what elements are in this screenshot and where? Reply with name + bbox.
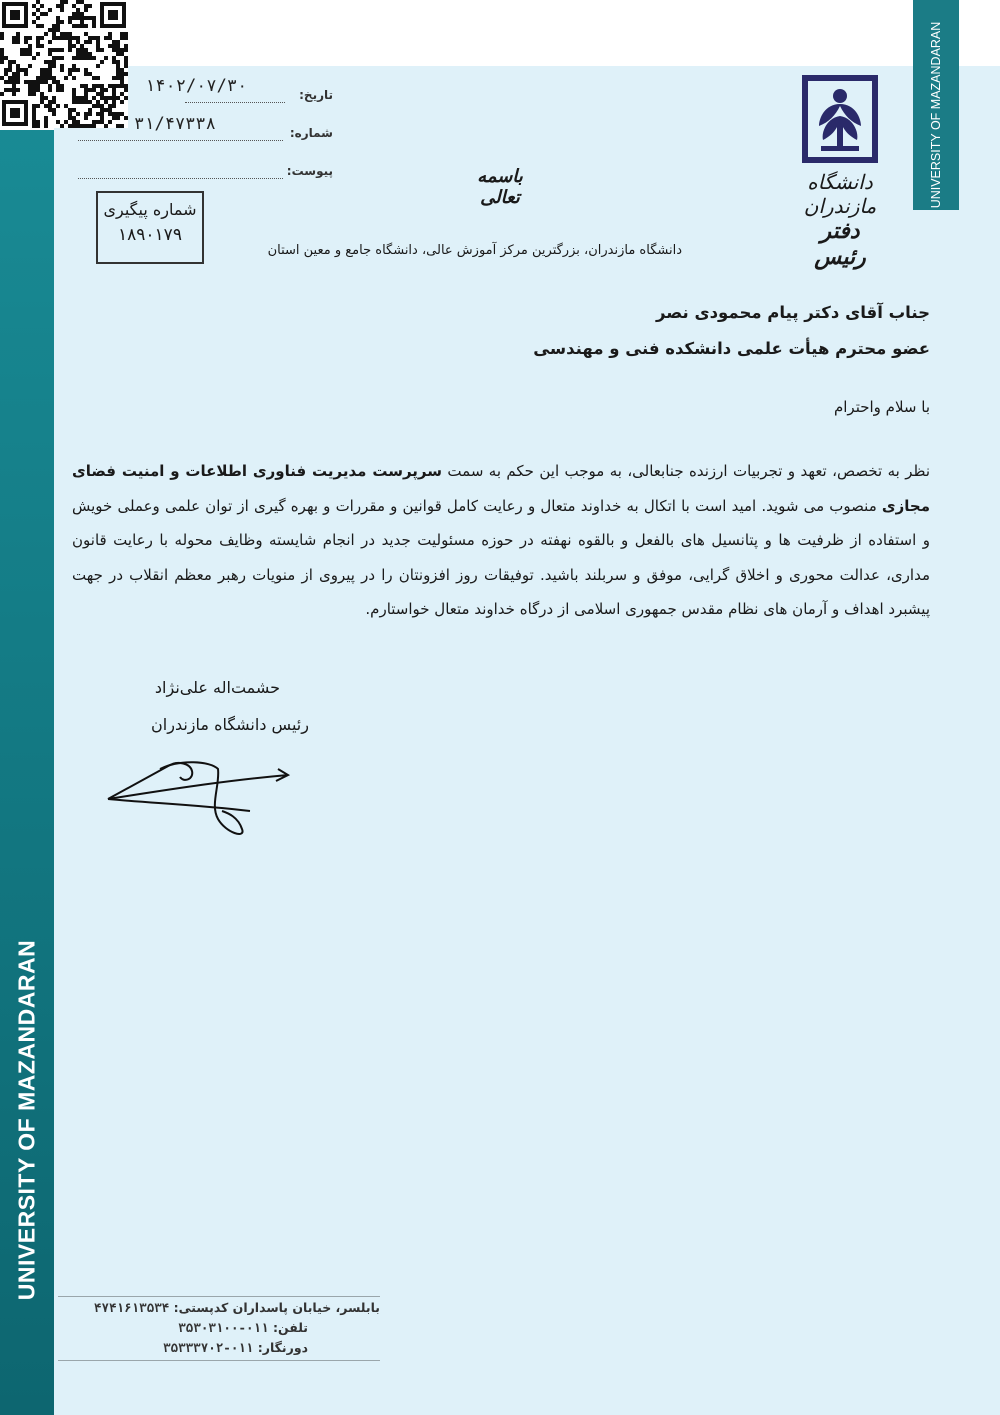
number-value: ۳۱/۴۷۳۳۸ <box>134 114 216 134</box>
date-value: ۱۴۰۲/۰۷/۳۰ <box>145 76 248 96</box>
footer-phone: ۰۱۱-۳۵۳۰۳۱۰۰ <box>178 1320 269 1335</box>
qr-code <box>0 0 128 128</box>
footer-fax: ۰۱۱-۳۵۳۳۳۷۰۲ <box>163 1340 254 1355</box>
university-logo-icon <box>795 74 885 166</box>
attachment-row <box>78 164 333 188</box>
recipient-name: جناب آقای دکتر پیام محمودی نصر <box>655 303 930 322</box>
body-text-part2: منصوب می شوید. امید است با اتکال به خداوند متعال و رعایت کامل قوانین و مقررات و بهره گیری از توان علمی وعملی خویش و استفاده از ظرفیت ها و پتانسیل های بالفعل و بالقوه نهفته در حوزه مسئولیت جدید در انجام شایسته وظایف محوله با رعایت قانون مداری، عدالت محوری و اخلاق گرایی، موفق و سربلند باشید. توفیقات روز افزونتان را در پیروی از منویات رهبر معظم انقلاب در جهت پیشبرد اهداف و آرمان های نظام مقدس جمهوری اسلامی از درگاه خداوند متعال خواستارم. <box>72 496 930 618</box>
tracking-number: ۱۸۹۰۱۷۹ <box>118 225 182 245</box>
recipient-position: عضو محترم هیأت علمی دانشکده فنی و مهندسی <box>533 339 930 358</box>
greeting: با سلام واحترام <box>833 398 930 416</box>
signer-name: حشمت‌اله علی‌نژاد <box>154 678 281 697</box>
tracking-number-box <box>96 191 204 264</box>
date-label: تاریخ: <box>299 88 333 102</box>
letter-body <box>72 454 930 627</box>
attachment-dotted-line <box>78 178 283 179</box>
office-name: دفتر رئیس <box>814 218 866 270</box>
signer-title: رئیس دانشگاه مازندران <box>151 715 309 734</box>
number-row <box>78 114 333 150</box>
date-row <box>145 76 333 112</box>
footer-address-row <box>58 1300 380 1315</box>
body-text-part1: نظر به تخصص، تعهد و تجربیات ارزنده جنابعالی، به موجب این حکم به سمت <box>442 462 930 480</box>
footer-postal-code: ۴۷۴۱۶۱۳۵۳۴ <box>94 1300 170 1315</box>
appointed-position: سرپرست مدیریت فناوری اطلاعات و امنیت فضای مجازی <box>72 462 930 515</box>
tracking-label: شماره پیگیری <box>103 200 197 219</box>
university-vertical-text-right: UNIVERSITY OF MAZANDARAN <box>929 21 943 209</box>
footer-address: بابلسر، خیابان پاسداران کدپستی: <box>173 1300 380 1315</box>
university-vertical-text-left: UNIVERSITY OF MAZANDARAN <box>13 939 40 1301</box>
date-dotted-line <box>185 102 285 103</box>
signature-icon <box>100 755 295 845</box>
footer-fax-label: دورنگار: <box>257 1340 308 1355</box>
footer-top-line <box>58 1296 380 1297</box>
footer-bottom-line <box>58 1360 380 1361</box>
number-dotted-line <box>78 140 283 141</box>
footer-phone-label: تلفن: <box>272 1320 308 1335</box>
footer-phone-row <box>58 1320 380 1335</box>
header-background <box>0 0 1000 66</box>
university-logo-name: دانشگاه مازندران <box>803 170 877 218</box>
basmala: باسمه تعالی <box>477 166 523 208</box>
university-tagline: دانشگاه مازندران، بزرگترین مرکز آموزش عالی، دانشگاه جامع و معین استان <box>267 243 682 258</box>
number-label: شماره: <box>289 126 333 140</box>
attachment-label: پیوست: <box>286 164 333 178</box>
footer-fax-row <box>58 1340 380 1355</box>
